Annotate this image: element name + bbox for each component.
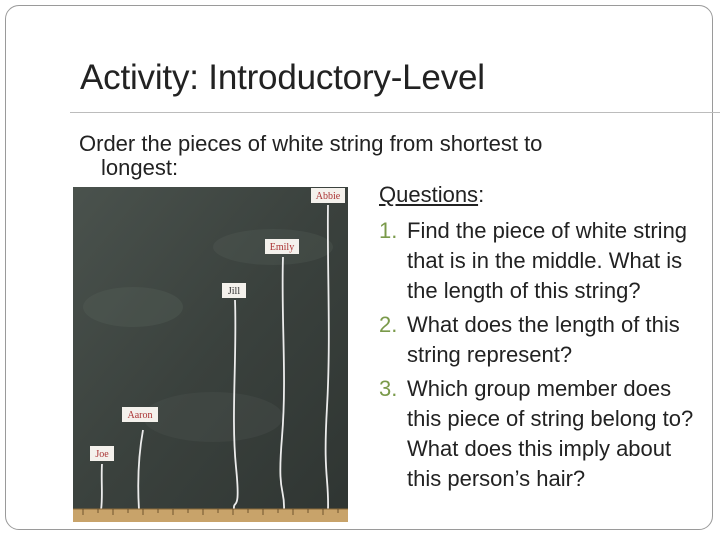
question-item (379, 216, 699, 306)
intro-text (79, 132, 639, 180)
question-text: What does the length of this string represent? (407, 312, 680, 367)
title-divider (70, 112, 720, 113)
questions-panel (379, 180, 699, 498)
intro-line-1: Order the pieces of white string from shortest to (79, 131, 543, 156)
ruler (73, 509, 348, 522)
question-number: 3. (379, 376, 398, 401)
question-item (379, 374, 699, 494)
label-emily (265, 239, 299, 254)
svg-text:Joe: Joe (95, 449, 109, 460)
svg-text:Abbie: Abbie (315, 191, 341, 202)
slide-title: Activity: Introductory-Level (80, 58, 485, 97)
question-text: Find the piece of white string that is in the middle. What is the length of this string? (407, 218, 688, 303)
string-joe (101, 464, 102, 510)
label-jill (222, 283, 246, 298)
question-number: 2. (379, 312, 398, 337)
label-aaron (122, 407, 158, 422)
questions-heading: Questions: (379, 182, 485, 207)
label-joe (90, 446, 114, 461)
label-abbie (311, 188, 345, 203)
string-photo-graphic (73, 187, 348, 522)
svg-text:Emily: Emily (269, 242, 295, 253)
question-text: Which group member does this piece of string belong to? What does this imply about this person’s hair? (407, 376, 694, 491)
string-photo (73, 187, 348, 522)
question-number: 1. (379, 218, 398, 243)
intro-line-2: longest: (101, 155, 179, 180)
question-item (379, 310, 699, 370)
svg-text:Aaron: Aaron (127, 410, 153, 421)
svg-text:Jill: Jill (227, 286, 241, 297)
